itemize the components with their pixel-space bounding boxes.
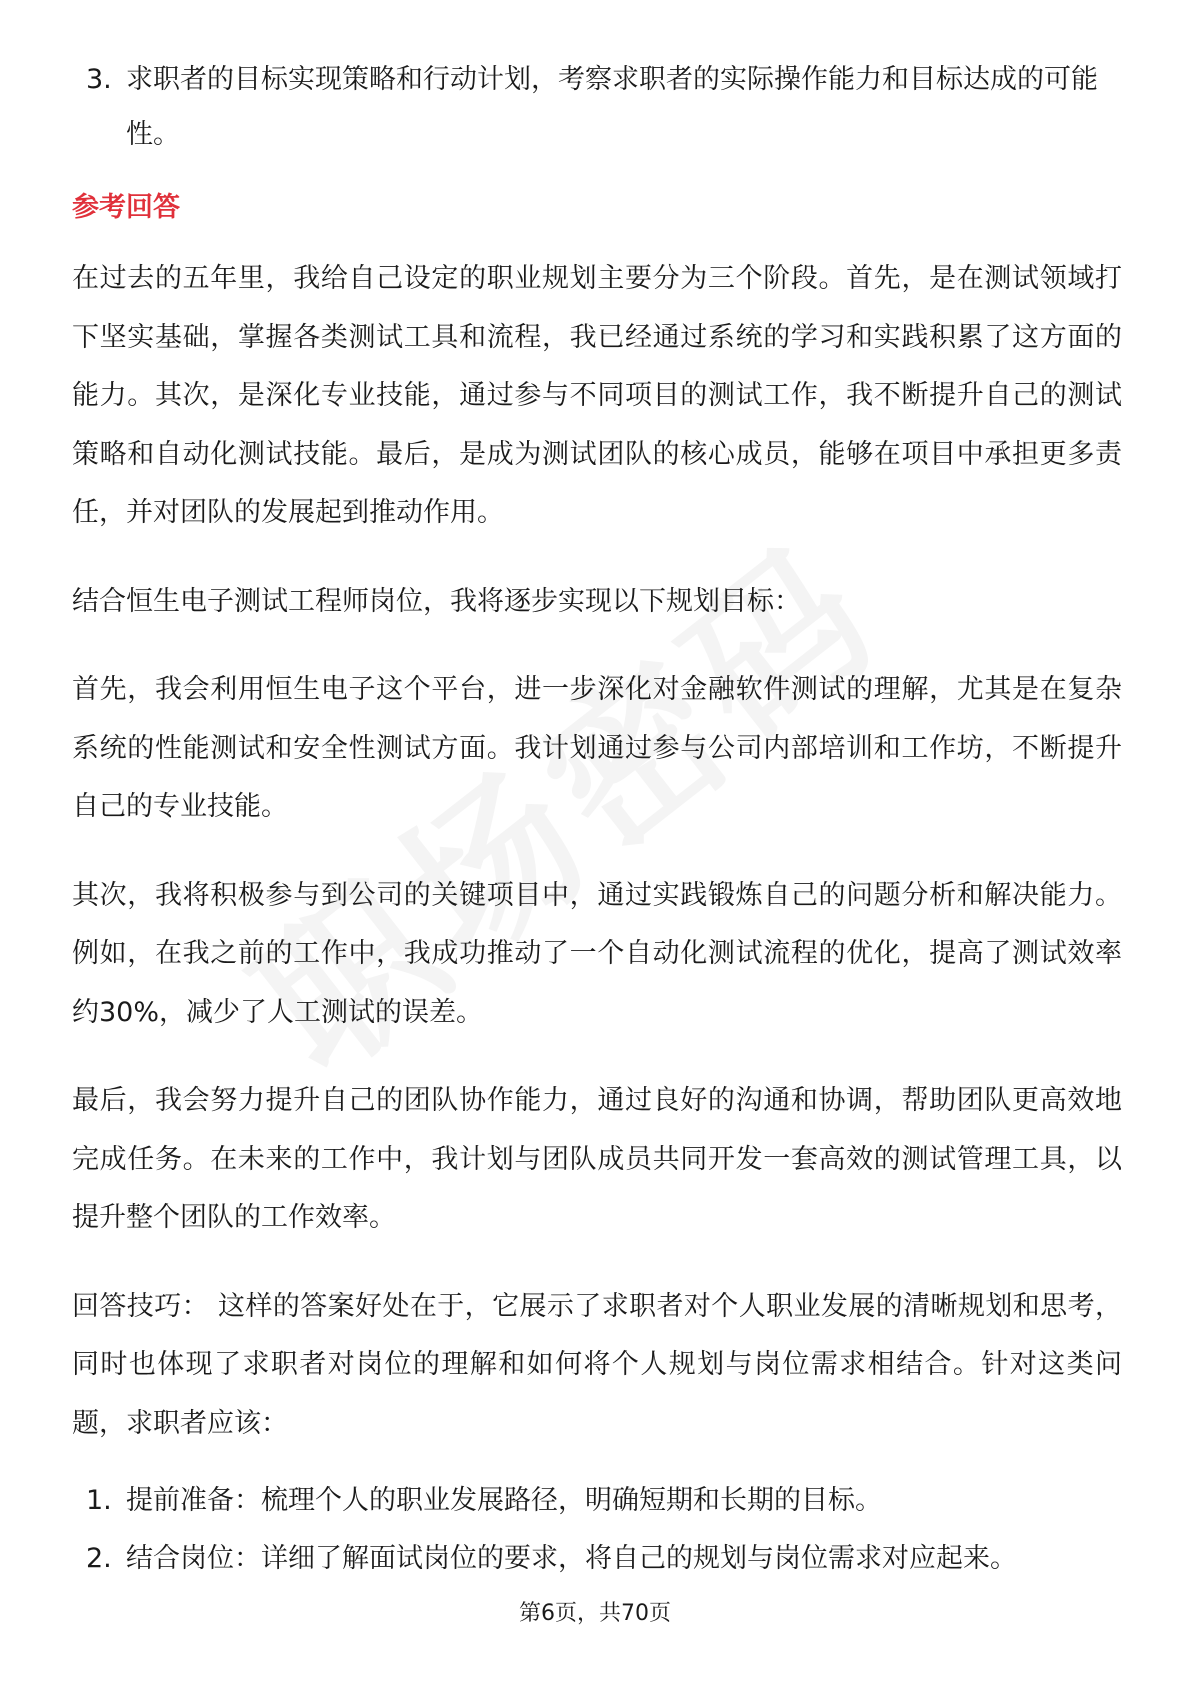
- tips-list: [72, 1475, 1122, 1585]
- paragraph-1: 在过去的五年里，我给自己设定的职业规划主要分为三个阶段。首先，是在测试领域打下坚实基础，掌握各类测试工具和流程，我已经通过系统的学习和实践积累了这方面的能力。其次，是深化专业技能，通过参与不同项目的测试工作，我不断提升自己的测试策略和自动化测试技能。最后，是成为测试团队的核心成员，能够在项目中承担更多责任，并对团队的发展起到推动作用。: [72, 263, 1122, 528]
- list-text: 求职者的目标实现策略和行动计划，考察求职者的实际操作能力和目标达成的可能性。: [126, 64, 1098, 150]
- list-number: 3.: [86, 64, 112, 95]
- page-footer: 第6页，共70页: [519, 1601, 671, 1626]
- list-text: 提前准备：梳理个人的职业发展路径，明确短期和长期的目标。: [126, 1485, 882, 1516]
- paragraph-2: 结合恒生电子测试工程师岗位，我将逐步实现以下规划目标：: [72, 585, 801, 617]
- list-number: 2.: [86, 1543, 112, 1574]
- list-item: [72, 1533, 1122, 1585]
- list-text: 结合岗位：详细了解面试岗位的要求，将自己的规划与岗位需求对应起来。: [126, 1543, 1017, 1574]
- page-content: [72, 52, 1122, 1591]
- paragraph-4: 其次，我将积极参与到公司的关键项目中，通过实践锻炼自己的问题分析和解决能力。例如，在我之前的工作中，我成功推动了一个自动化测试流程的优化，提高了测试效率约30%，减少了人工测试的误差。: [72, 879, 1122, 1028]
- list-item: [72, 1475, 1122, 1527]
- paragraph-3: 首先，我会利用恒生电子这个平台，进一步深化对金融软件测试的理解，尤其是在复杂系统的性能测试和安全性测试方面。我计划通过参与公司内部培训和工作坊，不断提升自己的专业技能。: [72, 674, 1122, 822]
- section-heading: 参考回答: [72, 192, 180, 223]
- paragraph-5: 最后，我会努力提升自己的团队协作能力，通过良好的沟通和协调，帮助团队更高效地完成任务。在未来的工作中，我计划与团队成员共同开发一套高效的测试管理工具，以提升整个团队的工作效率。: [72, 1085, 1122, 1233]
- list-number: 1.: [86, 1485, 112, 1516]
- paragraph-tips-intro: 回答技巧： 这样的答案好处在于，它展示了求职者对个人职业发展的清晰规划和思考，同时也体现了求职者对岗位的理解和如何将个人规划与岗位需求相结合。针对这类问题，求职者应该：: [72, 1290, 1122, 1439]
- list-item-3: [72, 52, 1122, 162]
